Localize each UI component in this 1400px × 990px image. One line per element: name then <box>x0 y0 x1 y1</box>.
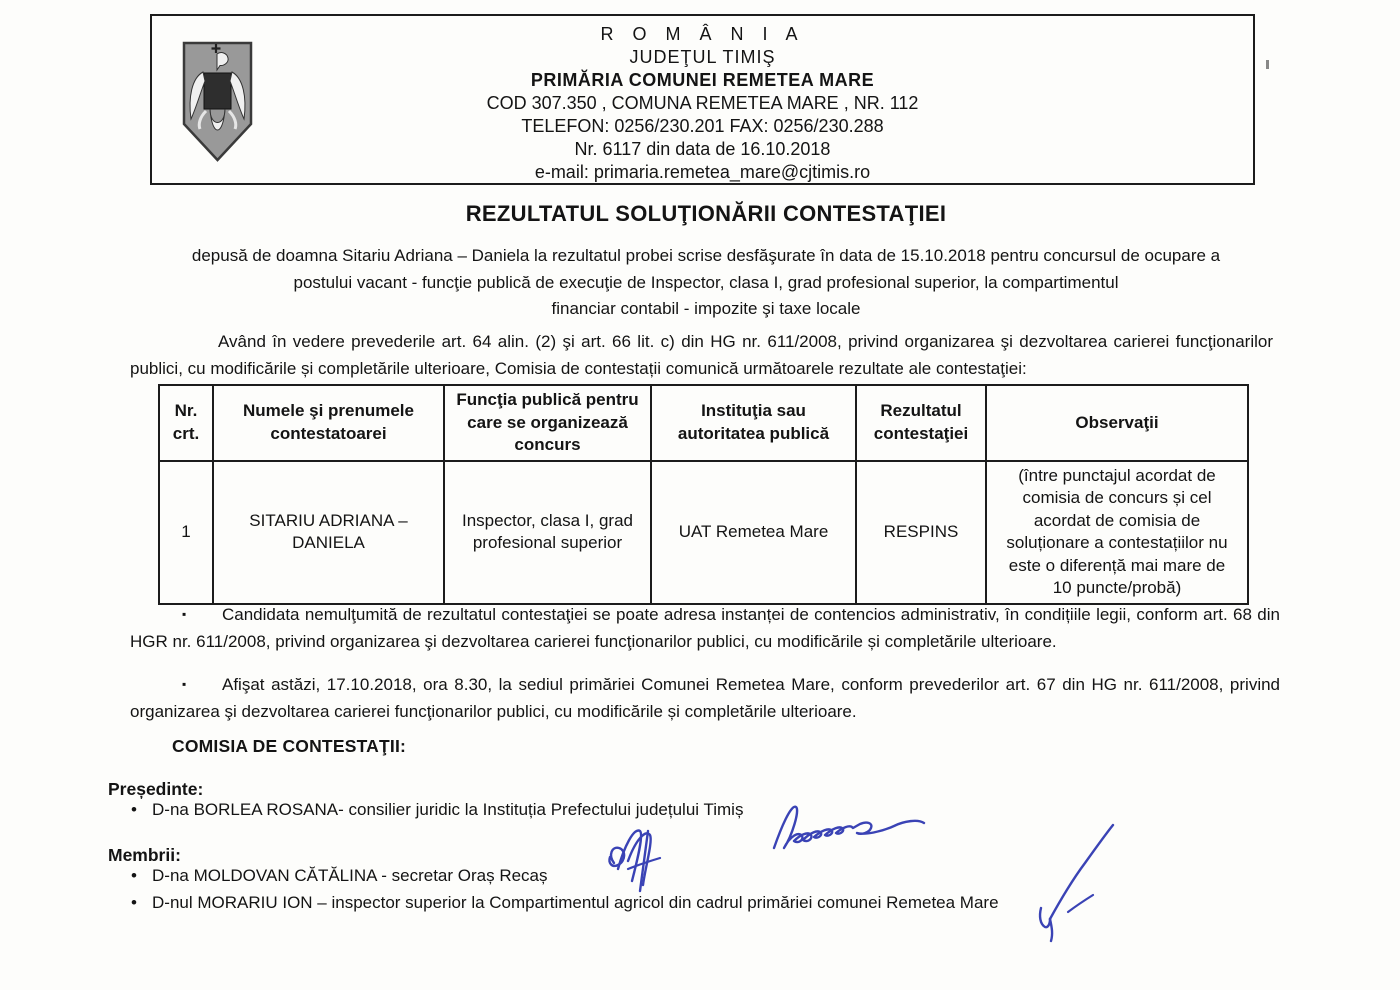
member-name: D-nul MORARIU ION – inspector superior la Compartimentul agricol din cadrul primăriei comunei Remetea Mare <box>152 893 999 912</box>
header-observatii: Observaţii <box>986 385 1248 461</box>
list-item-member <box>131 865 548 886</box>
list-item-member <box>131 892 999 913</box>
coat-of-arms-icon <box>180 39 255 165</box>
president-label: Președinte: <box>108 779 204 799</box>
list-item-president <box>131 799 743 820</box>
results-table <box>158 384 1249 605</box>
president-name: D-na BORLEA ROSANA- consilier juridic la Instituția Prefectului județului Timiș <box>152 800 744 819</box>
cell-functia: Inspector, clasa I, grad profesional superior <box>444 461 651 604</box>
cell-nume: SITARIU ADRIANA – DANIELA <box>213 461 444 604</box>
note-text: Candidata nemulţumită de rezultatul contestaţiei se poate adresa instanței de contencios administrativ, în condițiile legii, conform art. 68 din HGR nr. 611/2008, privind organizarea şi dezvoltarea carierei funcţionarilor publici, cu modificările și completările ulterioare. <box>130 605 1280 651</box>
signature-moldovan-icon <box>601 823 665 897</box>
header-nume: Numele şi prenumele contestatoarei <box>213 385 444 461</box>
bullet-dot-icon: • <box>131 866 137 885</box>
scan-artifact <box>1266 60 1269 69</box>
note-contestation-appeal <box>130 601 1280 655</box>
letterhead-email: e-mail: primaria.remetea_mare@cjtimis.ro <box>534 162 871 182</box>
header-nr-crt: Nr. crt. <box>159 385 213 461</box>
intro-line: postului vacant - funcţie publică de execuţie de Inspector, clasa I, grad profesional superior, la compartimentul <box>293 272 1119 292</box>
cell-institutia: UAT Remetea Mare <box>651 461 856 604</box>
legal-basis-paragraph: Având în vedere prevederile art. 64 alin. (2) şi art. 66 lit. c) din HG nr. 611/2008, privind organizarea şi dezvoltarea carierei funcţionarilor publici, cu modificările și completările ulterioare, Comisia de contestații comunică următoarele rezultate ale contestaţiei: <box>130 332 1273 378</box>
letterhead-country: R O M Â N I A <box>600 24 805 44</box>
signature-morariu-icon <box>1033 813 1149 955</box>
letterhead-address: COD 307.350 , COMUNA REMETEA MARE , NR. 112 <box>486 93 919 113</box>
note-text: Afişat astăzi, 17.10.2018, ora 8.30, la sediul primăriei Comunei Remetea Mare, conform prevederilor art. 67 din HG nr. 611/2008, privind organizarea şi dezvoltarea carierei funcţionarilor publici, cu modificările și completările ulterioare. <box>130 675 1280 721</box>
letterhead-registration: Nr. 6117 din data de 16.10.2018 <box>574 139 831 159</box>
document-title: REZULTATUL SOLUŢIONĂRII CONTESTAŢIEI <box>465 201 947 226</box>
intro-paragraph <box>140 243 1272 323</box>
table-header-row <box>159 385 1248 461</box>
bullet-square-icon: ▪ <box>182 607 187 621</box>
cell-rezultatul: RESPINS <box>856 461 986 604</box>
commission-heading: COMISIA DE CONTESTAŢII: <box>172 736 407 756</box>
letterhead <box>150 14 1255 185</box>
bullet-square-icon: ▪ <box>182 677 187 691</box>
signature-borlea-icon <box>768 798 930 854</box>
note-posting-info <box>130 671 1280 725</box>
header-institutia: Instituţia sau autoritatea publică <box>651 385 856 461</box>
header-functia: Funcţia publică pentru care se organizează concurs <box>444 385 651 461</box>
letterhead-county: JUDEŢUL TIMIŞ <box>629 47 776 67</box>
table-row <box>159 461 1248 604</box>
members-label: Membrii: <box>108 845 181 865</box>
intro-line: financiar contabil - impozite şi taxe locale <box>551 299 861 318</box>
letterhead-phone-fax: TELEFON: 0256/230.201 FAX: 0256/230.288 <box>521 116 884 136</box>
cell-observatii: (între punctajul acordat de comisia de concurs și cel acordat de comisia de soluționare a contestațiilor nu este o diferență mai mare de 10 puncte/probă) <box>986 461 1248 604</box>
bullet-dot-icon: • <box>131 800 137 819</box>
intro-line: depusă de doamna Sitariu Adriana – Daniela la rezultatul probei scrise desfăşurate în data de 15.10.2018 pentru concursul de ocupare a <box>191 246 1221 265</box>
bullet-dot-icon: • <box>131 893 137 912</box>
cell-nr-crt: 1 <box>159 461 213 604</box>
header-rezultatul: Rezultatul contestaţiei <box>856 385 986 461</box>
member-name: D-na MOLDOVAN CĂTĂLINA - secretar Oraș Recaș <box>152 866 548 885</box>
letterhead-institution: PRIMĂRIA COMUNEI REMETEA MARE <box>530 70 875 90</box>
